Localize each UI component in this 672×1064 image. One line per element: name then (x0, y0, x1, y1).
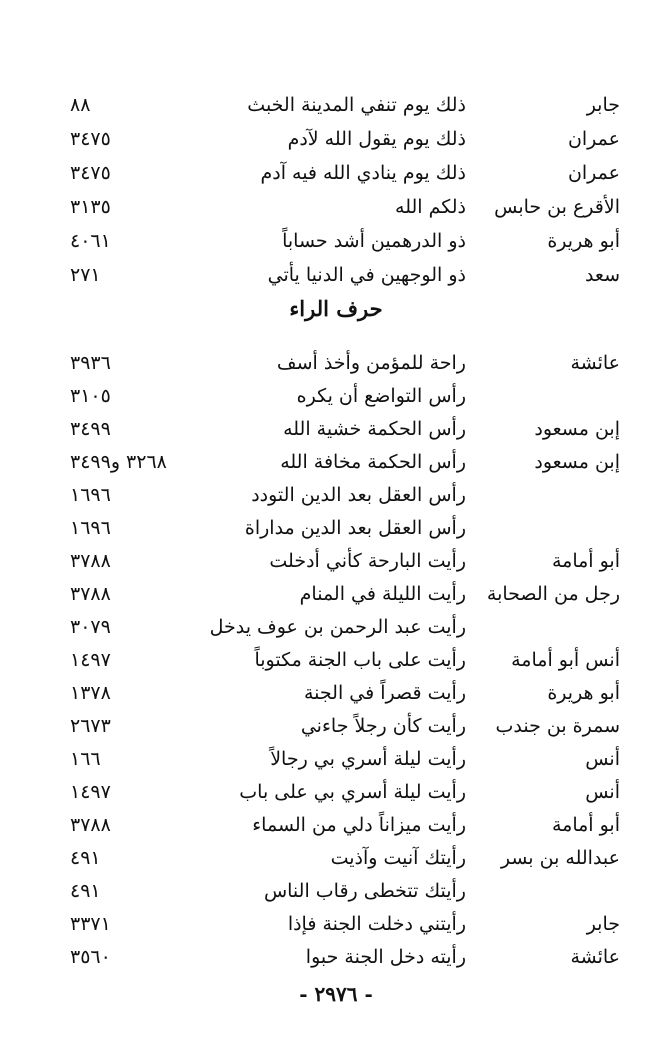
entry-number: ٣١٠٥ (70, 385, 111, 407)
entry-narrator: عائشة (570, 352, 620, 374)
index-entry (0, 445, 672, 479)
entry-text: رأيت البارحة كأني أدخلت (269, 550, 466, 572)
entry-text: رأيت على باب الجنة مكتوباً (254, 649, 466, 671)
entry-text: رأس العقل بعد الدين التودد (251, 484, 466, 506)
index-entry (0, 643, 672, 677)
entry-text: ذلك يوم ينادي الله فيه آدم (260, 162, 466, 184)
entry-number: ٤٠٦١ (70, 230, 111, 252)
index-entry (0, 190, 672, 224)
entry-narrator: الأقرع بن حابس (494, 196, 620, 218)
index-entry (0, 577, 672, 611)
entry-number: ٢٧١ (70, 264, 101, 286)
entry-text: رأيتك آنيت وآذيت (330, 847, 466, 869)
entry-text: ذو الوجهين في الدنيا يأتي (267, 264, 466, 286)
entry-text: رأيتني دخلت الجنة فإذا (287, 913, 466, 935)
entry-narrator: إبن مسعود (534, 418, 620, 440)
entry-narrator: أبو أمامة (551, 550, 620, 572)
index-entry (0, 258, 672, 292)
index-entry (0, 478, 672, 512)
entry-narrator: عمران (567, 162, 620, 184)
entry-text: رأس العقل بعد الدين مداراة (244, 517, 466, 539)
entry-narrator: رجل من الصحابة (486, 583, 620, 605)
index-entry (0, 742, 672, 776)
entry-narrator: عبدالله بن بسر (500, 847, 620, 869)
entry-number: ٣٧٨٨ (70, 814, 111, 836)
index-entry (0, 775, 672, 809)
entry-text: ذلك يوم يقول الله لآدم (287, 128, 466, 150)
entry-number: ٤٩١ (70, 880, 101, 902)
entry-number: ٣٠٧٩ (70, 616, 111, 638)
entry-narrator: أبو هريرة (547, 230, 620, 252)
entry-number: ٣٤٩٩ (70, 418, 111, 440)
entry-number: ١٦٦ (70, 748, 101, 770)
entry-number: ٣٣٧١ (70, 913, 111, 935)
entry-number: ١٦٩٦ (70, 517, 111, 539)
entry-number: ٣٤٧٥ (70, 128, 111, 150)
entry-text: ذلكم الله (395, 196, 466, 218)
index-entry (0, 610, 672, 644)
entry-text: رأيتك تتخطى رقاب الناس (263, 880, 466, 902)
entry-text: رأس الحكمة خشية الله (283, 418, 466, 440)
entry-number: ٣٢٦٨ و٣٤٩٩ (70, 451, 167, 473)
entry-text: رأيت الليلة في المنام (299, 583, 466, 605)
entry-number: ١٣٧٨ (70, 682, 111, 704)
entry-narrator: أبو هريرة (547, 682, 620, 704)
entry-number: ٣٧٨٨ (70, 550, 111, 572)
entry-narrator: أنس أبو أمامة (511, 649, 620, 671)
entry-number: ٨٨ (70, 94, 91, 116)
entry-text: راحة للمؤمن وأخذ أسف (276, 352, 466, 374)
index-entry (0, 412, 672, 446)
index-entry (0, 874, 672, 908)
index-entry (0, 156, 672, 190)
index-entry (0, 88, 672, 122)
entry-narrator: سمرة بن جندب (495, 715, 620, 737)
entry-text: رأيته دخل الجنة حبوا (305, 946, 466, 968)
entry-number: ٢٦٧٣ (70, 715, 111, 737)
entry-narrator: أنس (585, 748, 620, 770)
entry-text: رأيت قصراً في الجنة (303, 682, 466, 704)
entry-text: رأس الحكمة مخافة الله (280, 451, 466, 473)
entry-number: ٣٩٣٦ (70, 352, 111, 374)
entry-text: ذو الدرهمين أشد حساباً (282, 230, 466, 252)
index-entry (0, 544, 672, 578)
entry-narrator: إبن مسعود (534, 451, 620, 473)
entry-number: ١٤٩٧ (70, 781, 111, 803)
index-entry (0, 346, 672, 380)
index-entry (0, 940, 672, 974)
entry-number: ٣٥٦٠ (70, 946, 111, 968)
entry-text: رأيت ميزاناً دلي من السماء (252, 814, 466, 836)
page-number: - ٢٩٧٦ - (299, 982, 373, 1006)
entry-number: ١٦٩٦ (70, 484, 111, 506)
index-entry (0, 709, 672, 743)
index-entry (0, 224, 672, 258)
index-entry (0, 122, 672, 156)
entry-number: ٣١٣٥ (70, 196, 111, 218)
entry-narrator: عائشة (570, 946, 620, 968)
entry-narrator: سعد (584, 264, 620, 286)
entry-number: ٤٩١ (70, 847, 101, 869)
index-entry (0, 808, 672, 842)
entry-narrator: أنس (585, 781, 620, 803)
entry-text: ذلك يوم تنفي المدينة الخبث (247, 94, 466, 116)
index-entry (0, 511, 672, 545)
entry-text: رأيت عبد الرحمن بن عوف يدخل (209, 616, 466, 638)
entry-number: ٣٧٨٨ (70, 583, 111, 605)
entry-narrator: أبو أمامة (551, 814, 620, 836)
entry-number: ٣٤٧٥ (70, 162, 111, 184)
index-entry (0, 379, 672, 413)
entry-text: رأيت كأن رجلاً جاءني (300, 715, 466, 737)
index-entry (0, 841, 672, 875)
entry-narrator: جابر (586, 913, 620, 935)
entry-narrator: عمران (567, 128, 620, 150)
index-entry (0, 907, 672, 941)
entry-text: رأيت ليلة أسري بي على باب (239, 781, 466, 803)
entry-text: رأس التواضع أن يكره (296, 385, 466, 407)
entry-narrator: جابر (586, 94, 620, 116)
entry-text: رأيت ليلة أسري بي رجالاً (270, 748, 466, 770)
section-heading: حرف الراء (289, 296, 383, 321)
entry-number: ١٤٩٧ (70, 649, 111, 671)
index-entry (0, 676, 672, 710)
